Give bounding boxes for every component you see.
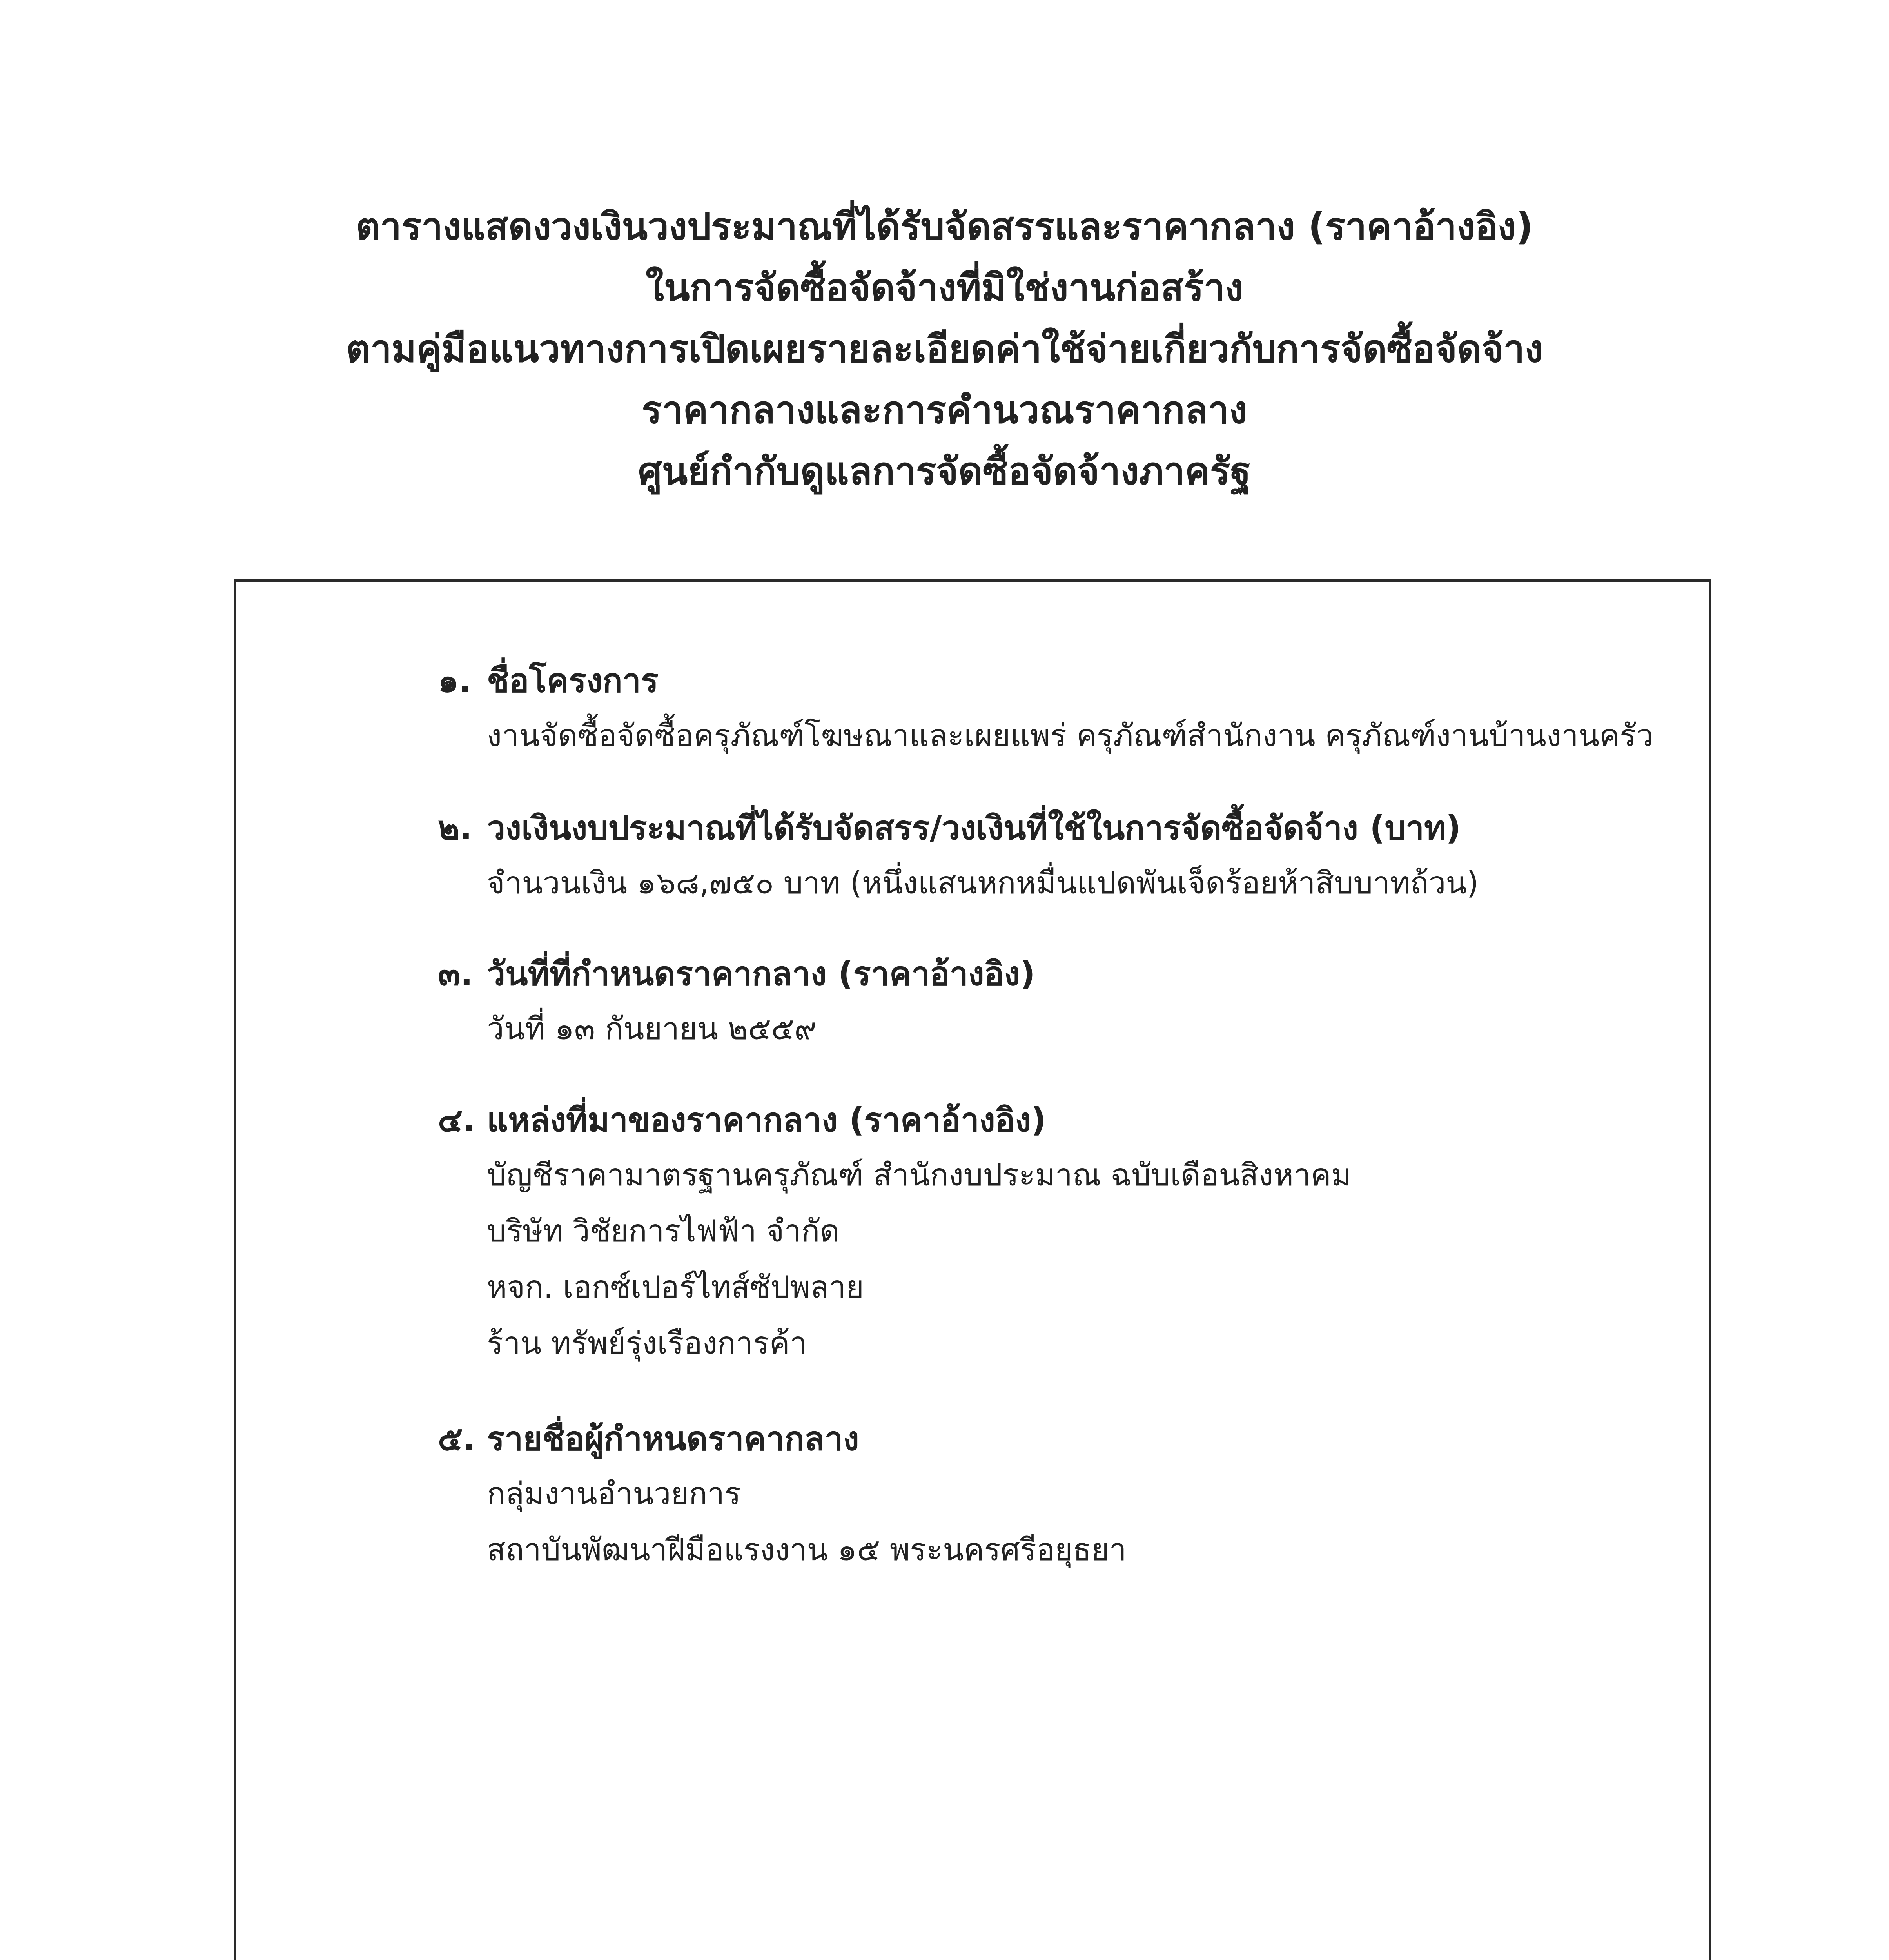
section-reference-date (438, 946, 1692, 1057)
section-line: บริษัท วิชัยการไฟฟ้า จำกัด (487, 1214, 840, 1249)
section-heading (438, 946, 1692, 1001)
section-line: วันที่ ๑๓ กันยายน ๒๕๕๙ (487, 1011, 817, 1047)
section-title: วันที่ที่กำหนดราคากลาง (ราคาอ้างอิง) (487, 955, 1035, 993)
section-heading (438, 1093, 1692, 1147)
section-number: ๕. (438, 1419, 475, 1458)
section-number: ๓. (438, 955, 473, 993)
section-price-setters (438, 1411, 1692, 1578)
section-project-name (438, 653, 1692, 764)
section-line: บัญชีราคามาตรฐานครุภัณฑ์ สำนักงบประมาณ ฉบับเดือนสิงหาคม (487, 1158, 1352, 1193)
section-line: จำนวนเงิน ๑๖๘,๗๕๐ บาท (หนึ่งแสนหกหมื่นแปดพันเจ็ดร้อยห้าสิบบาทถ้วน) (487, 866, 1479, 901)
document-header (0, 196, 1889, 502)
section-number: ๑. (438, 661, 472, 700)
section-line: งานจัดซื้อจัดซื้อครุภัณฑ์โฆษณาและเผยแพร่ ครุภัณฑ์สำนักงาน ครุภัณฑ์งานบ้านงานครัว (487, 718, 1653, 753)
section-number: ๔. (438, 1101, 475, 1139)
header-title-line-5: ศูนย์กำกับดูแลการจัดซื้อจัดจ้างภาครัฐ (638, 449, 1251, 493)
section-title: วงเงินงบประมาณที่ได้รับจัดสรร/วงเงินที่ใช้ในการจัดซื้อจัดจ้าง (บาท) (487, 809, 1461, 847)
header-title-line-4: ราคากลางและการคำนวณราคากลาง (641, 388, 1248, 432)
section-number: ๒. (438, 809, 472, 847)
section-line: กลุ่มงานอำนวยการ (487, 1476, 741, 1512)
header-title-line-3: ตามคู่มือแนวทางการเปิดเผยรายละเอียดค่าใช้จ่ายเกี่ยวกับการจัดซื้อจัดจ้าง (346, 327, 1543, 371)
section-title: แหล่งที่มาของราคากลาง (ราคาอ้างอิง) (487, 1101, 1046, 1139)
section-heading (438, 653, 1692, 708)
header-title-line-1: ตารางแสดงวงเงินวงประมาณที่ได้รับจัดสรรและราคากลาง (ราคาอ้างอิง) (356, 205, 1533, 249)
section-heading (438, 1411, 1692, 1466)
section-budget (438, 800, 1692, 911)
section-heading (438, 800, 1692, 855)
details-box (234, 579, 1711, 1960)
section-line: หจก. เอกซ์เปอร์ไทส์ซัปพลาย (487, 1270, 864, 1305)
section-line: สถาบันพัฒนาฝีมือแรงงาน ๑๕ พระนครศรีอยุธยา (487, 1532, 1127, 1568)
section-title: ชื่อโครงการ (487, 661, 659, 700)
section-line: ร้าน ทรัพย์รุ่งเรืองการค้า (487, 1326, 807, 1361)
section-price-sources (438, 1093, 1692, 1372)
header-title-line-2: ในการจัดซื้อจัดจ้างที่มิใช่งานก่อสร้าง (646, 266, 1243, 310)
section-title: รายชื่อผู้กำหนดราคากลาง (487, 1419, 859, 1458)
